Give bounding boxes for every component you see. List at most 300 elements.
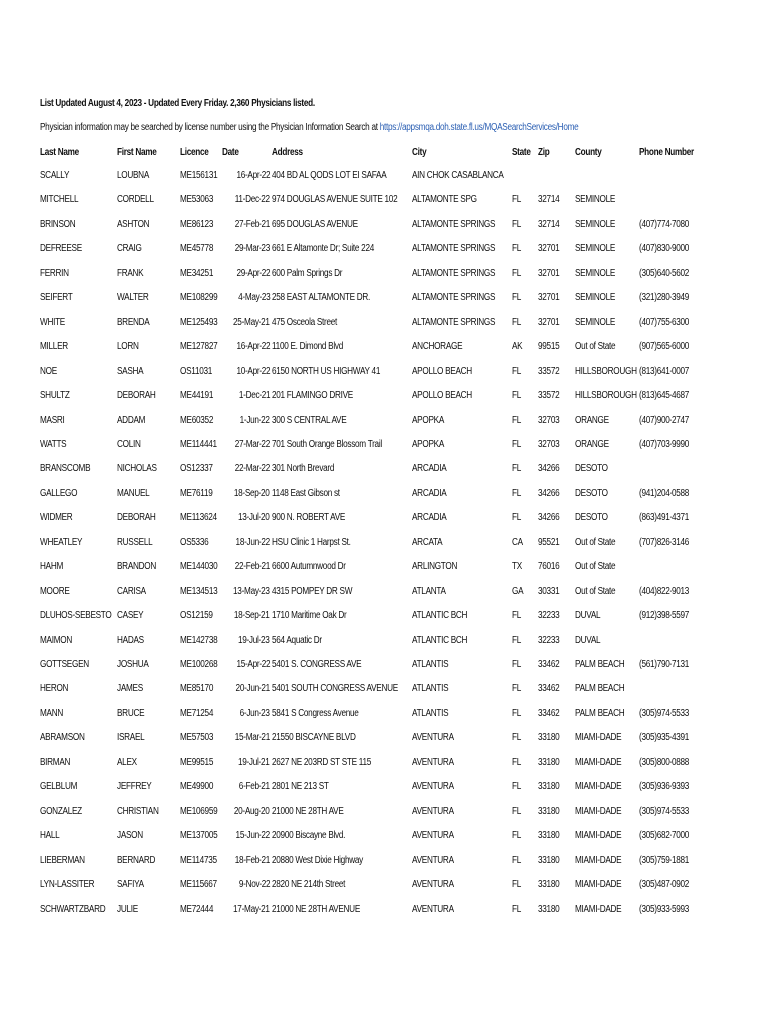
table-row <box>0 317 770 341</box>
cell-address: 201 FLAMINGO DRIVE <box>272 390 353 402</box>
cell-date: 22-Mar-22 <box>234 463 270 475</box>
cell-licence: ME53063 <box>180 194 214 206</box>
table-row <box>0 635 770 659</box>
cell-county: DESOTO <box>575 463 608 475</box>
cell-licence: ME142738 <box>180 634 218 646</box>
cell-address: 6150 NORTH US HIGHWAY 41 <box>272 365 381 377</box>
cell-date: 27-Mar-22 <box>234 438 270 450</box>
cell-zip: 33462 <box>538 659 560 670</box>
cell-address: 2627 NE 203RD ST STE 115 <box>272 756 372 768</box>
cell-city: APOPKA <box>412 438 445 450</box>
table-row <box>0 683 770 707</box>
cell-city: AVENTURA <box>412 756 454 768</box>
cell-zip: 95521 <box>538 536 560 548</box>
cell-first-name: CASEY <box>117 610 144 622</box>
cell-last-name: LIEBERMAN <box>40 854 85 866</box>
cell-date: 19-Jul-21 <box>238 756 270 768</box>
column-header-first-name: First Name <box>117 147 157 158</box>
cell-last-name: BIRMAN <box>40 756 71 768</box>
cell-date: 18-Feb-21 <box>234 854 270 866</box>
cell-phone: (305)682-7000 <box>639 830 690 842</box>
cell-first-name: WALTER <box>117 292 149 304</box>
cell-zip: 32233 <box>538 634 560 646</box>
cell-address: 404 BD AL QODS LOT EI SAFAA <box>272 170 387 181</box>
cell-first-name: FRANK <box>117 267 144 279</box>
table-row <box>0 708 770 732</box>
cell-county: PALM BEACH <box>575 707 625 719</box>
cell-date: 20-Jun-21 <box>235 683 270 695</box>
cell-zip: 32714 <box>538 218 560 230</box>
table-row <box>0 732 770 756</box>
cell-zip: 33462 <box>538 683 560 695</box>
cell-first-name: JEFFREY <box>117 781 152 793</box>
cell-state: FL <box>512 732 522 744</box>
cell-phone: (863)491-4371 <box>639 512 690 524</box>
cell-address: 695 DOUGLAS AVENUE <box>272 218 358 230</box>
table-row <box>0 659 770 683</box>
cell-licence: ME44191 <box>180 390 214 402</box>
cell-city: AVENTURA <box>412 830 454 842</box>
cell-first-name: CHRISTIAN <box>117 805 159 817</box>
cell-zip: 33462 <box>538 707 560 719</box>
cell-zip: 33180 <box>538 756 560 768</box>
cell-city: ALTAMONTE SPRINGS <box>412 243 496 255</box>
cell-city: ALTAMONTE SPRINGS <box>412 292 496 304</box>
cell-last-name: MILLER <box>40 341 68 353</box>
cell-licence: ME34251 <box>180 267 214 279</box>
cell-licence: ME127827 <box>180 341 218 353</box>
cell-last-name: GALLEGO <box>40 487 78 499</box>
cell-zip: 32703 <box>538 414 560 426</box>
table-row <box>0 292 770 316</box>
cell-phone: (813)641-0007 <box>639 365 690 377</box>
cell-zip: 32701 <box>538 316 560 328</box>
cell-first-name: HADAS <box>117 634 144 646</box>
cell-date: 19-Jul-23 <box>238 634 270 646</box>
table-row <box>0 610 770 634</box>
cell-first-name: JOSHUA <box>117 659 149 670</box>
cell-first-name: CRAIG <box>117 243 142 255</box>
table-row <box>0 194 770 218</box>
cell-first-name: LORN <box>117 341 139 353</box>
table-row <box>0 830 770 854</box>
cell-last-name: BRINSON <box>40 218 76 230</box>
cell-phone: (813)645-4687 <box>639 390 690 402</box>
cell-licence: OS12337 <box>180 463 213 475</box>
cell-first-name: ALEX <box>117 756 137 768</box>
cell-last-name: MASRI <box>40 414 65 426</box>
cell-state: FL <box>512 805 522 817</box>
cell-date: 10-Apr-22 <box>236 365 270 377</box>
cell-city: ALTAMONTE SPRINGS <box>412 218 496 230</box>
cell-county: DUVAL <box>575 610 601 622</box>
cell-date: 15-Apr-22 <box>236 659 270 670</box>
cell-zip: 34266 <box>538 463 560 475</box>
cell-date: 18-Sep-20 <box>234 487 270 499</box>
cell-address: 5401 SOUTH CONGRESS AVENUE <box>272 683 398 695</box>
cell-city: ATLANTIC BCH <box>412 610 468 622</box>
cell-state: FL <box>512 487 522 499</box>
column-header-phone: Phone Number <box>639 147 694 158</box>
cell-last-name: WHITE <box>40 316 65 328</box>
cell-address: 301 North Brevard <box>272 463 335 475</box>
cell-county: SEMINOLE <box>575 218 616 230</box>
cell-city: ALTAMONTE SPG <box>412 194 477 206</box>
cell-county: SEMINOLE <box>575 292 616 304</box>
cell-address: 701 South Orange Blossom Trail <box>272 438 382 450</box>
cell-address: 5401 S. CONGRESS AVE <box>272 659 362 670</box>
cell-county: DESOTO <box>575 487 608 499</box>
cell-last-name: LYN-LASSITER <box>40 879 95 891</box>
cell-first-name: SAFIYA <box>117 879 144 891</box>
cell-licence: ME76119 <box>180 487 213 499</box>
table-row <box>0 268 770 292</box>
cell-first-name: BERNARD <box>117 854 156 866</box>
cell-phone: (912)398-5597 <box>639 610 690 622</box>
cell-county: SEMINOLE <box>575 316 616 328</box>
cell-address: 1148 East Gibson st <box>272 487 340 499</box>
table-row <box>0 879 770 903</box>
cell-phone: (561)790-7131 <box>639 659 690 670</box>
cell-phone: (305)640-5602 <box>639 267 690 279</box>
cell-city: ATLANTIS <box>412 659 449 670</box>
cell-county: MIAMI-DADE <box>575 903 622 915</box>
cell-first-name: DEBORAH <box>117 390 156 402</box>
cell-phone: (707)826-3146 <box>639 536 690 548</box>
table-row <box>0 243 770 267</box>
cell-county: ORANGE <box>575 414 609 426</box>
cell-date: 18-Jun-22 <box>235 536 270 548</box>
cell-zip: 33180 <box>538 903 560 915</box>
table-row <box>0 415 770 439</box>
cell-first-name: JASON <box>117 830 143 842</box>
cell-last-name: ABRAMSON <box>40 732 85 744</box>
cell-last-name: HAHM <box>40 561 63 573</box>
cell-county: DUVAL <box>575 634 601 646</box>
table-row <box>0 561 770 585</box>
cell-phone: (907)565-6000 <box>639 341 690 353</box>
cell-last-name: WIDMER <box>40 512 73 524</box>
column-header-licence: Licence <box>180 147 209 158</box>
cell-state: GA <box>512 585 524 597</box>
cell-zip: 32701 <box>538 243 560 255</box>
cell-licence: ME72444 <box>180 903 214 915</box>
cell-date: 15-Mar-21 <box>234 732 270 744</box>
cell-address: 974 DOUGLAS AVENUE SUITE 102 <box>272 194 398 206</box>
cell-date: 11-Dec-22 <box>234 194 270 206</box>
cell-licence: ME108299 <box>180 292 218 304</box>
search-info-text: Physician information may be searched by license number using the Physician Information Search at <box>40 122 380 133</box>
cell-city: AVENTURA <box>412 903 454 915</box>
cell-state: FL <box>512 414 522 426</box>
cell-phone: (305)800-0888 <box>639 756 690 768</box>
cell-county: PALM BEACH <box>575 683 625 695</box>
cell-licence: ME156131 <box>180 170 218 181</box>
cell-state: FL <box>512 610 522 622</box>
column-header-state: State <box>512 147 531 158</box>
cell-address: 2820 NE 214th Street <box>272 879 346 891</box>
cell-first-name: CARISA <box>117 585 146 597</box>
cell-county: Out of State <box>575 341 616 353</box>
cell-first-name: BRENDA <box>117 316 150 328</box>
cell-city: ALTAMONTE SPRINGS <box>412 316 496 328</box>
cell-first-name: CORDELL <box>117 194 154 206</box>
cell-phone: (407)774-7080 <box>639 218 690 230</box>
cell-first-name: ASHTON <box>117 218 150 230</box>
cell-phone: (407)755-6300 <box>639 316 690 328</box>
cell-date: 18-Sep-21 <box>234 610 270 622</box>
cell-city: ARCATA <box>412 536 443 548</box>
table-row <box>0 537 770 561</box>
cell-date: 13-May-23 <box>233 585 270 597</box>
cell-licence: OS12159 <box>180 610 213 622</box>
cell-city: ARCADIA <box>412 487 447 499</box>
cell-last-name: MAIMON <box>40 634 72 646</box>
cell-last-name: WHEATLEY <box>40 536 83 548</box>
cell-licence: ME106959 <box>180 805 218 817</box>
cell-city: AVENTURA <box>412 854 454 866</box>
cell-date: 13-Jul-20 <box>238 512 270 524</box>
table-row <box>0 439 770 463</box>
cell-state: FL <box>512 659 522 670</box>
cell-address: 900 N. ROBERT AVE <box>272 512 346 524</box>
cell-date: 6-Feb-21 <box>239 781 270 793</box>
cell-city: ARCADIA <box>412 512 447 524</box>
cell-date: 27-Feb-21 <box>234 218 270 230</box>
search-info-link[interactable]: https://appsmqa.doh.state.fl.us/MQASearchServices/Home <box>379 122 579 133</box>
cell-date: 1-Dec-21 <box>238 390 270 402</box>
cell-first-name: BRUCE <box>117 707 145 719</box>
cell-zip: 33572 <box>538 390 560 402</box>
cell-zip: 34266 <box>538 487 560 499</box>
cell-phone: (407)703-9990 <box>639 438 690 450</box>
table-row <box>0 781 770 805</box>
cell-last-name: BRANSCOMB <box>40 463 91 475</box>
cell-state: FL <box>512 756 522 768</box>
cell-licence: ME115667 <box>180 879 217 891</box>
cell-last-name: MOORE <box>40 585 70 597</box>
cell-licence: ME71254 <box>180 707 214 719</box>
cell-last-name: WATTS <box>40 438 67 450</box>
cell-county: MIAMI-DADE <box>575 830 622 842</box>
cell-state: FL <box>512 854 522 866</box>
cell-zip: 33180 <box>538 854 560 866</box>
cell-state: FL <box>512 292 522 304</box>
cell-city: APOLLO BEACH <box>412 390 472 402</box>
cell-zip: 32701 <box>538 267 560 279</box>
cell-state: FL <box>512 903 522 915</box>
cell-licence: ME57503 <box>180 732 214 744</box>
cell-city: APOPKA <box>412 414 445 426</box>
cell-address: 2801 NE 213 ST <box>272 781 329 793</box>
column-header-county: County <box>575 147 602 158</box>
cell-date: 1-Jun-22 <box>239 414 270 426</box>
cell-address: 20880 West Dixie Highway <box>272 854 363 866</box>
cell-zip: 33180 <box>538 805 560 817</box>
cell-date: 22-Feb-21 <box>234 561 270 573</box>
table-row <box>0 904 770 928</box>
cell-zip: 76016 <box>538 561 560 573</box>
cell-address: 1710 Maritime Oak Dr <box>272 610 347 622</box>
cell-state: FL <box>512 267 522 279</box>
cell-county: MIAMI-DADE <box>575 805 622 817</box>
cell-state: TX <box>512 561 522 573</box>
cell-address: 6600 Autumnwood Dr <box>272 561 346 573</box>
cell-county: MIAMI-DADE <box>575 781 622 793</box>
cell-date: 20-Aug-20 <box>234 805 270 817</box>
cell-phone: (305)936-9393 <box>639 781 690 793</box>
cell-date: 4-May-23 <box>237 292 270 304</box>
cell-first-name: JULIE <box>117 903 138 915</box>
cell-first-name: ISRAEL <box>117 732 145 744</box>
cell-city: ARLINGTON <box>412 561 458 573</box>
table-row <box>0 512 770 536</box>
cell-address: 1100 E. Dimond Blvd <box>272 341 343 353</box>
cell-licence: ME100268 <box>180 659 218 670</box>
cell-last-name: GOTTSEGEN <box>40 659 89 670</box>
table-row <box>0 488 770 512</box>
cell-first-name: LOUBNA <box>117 170 150 181</box>
cell-phone: (407)900-2747 <box>639 414 690 426</box>
cell-date: 16-Apr-22 <box>236 170 270 181</box>
column-header-zip: Zip <box>538 147 550 158</box>
cell-state: FL <box>512 243 522 255</box>
cell-state: AK <box>512 341 523 353</box>
cell-licence: OS5336 <box>180 536 209 548</box>
cell-address: 21550 BISCAYNE BLVD <box>272 732 356 744</box>
cell-first-name: RUSSELL <box>117 536 153 548</box>
cell-address: 5841 S Congress Avenue <box>272 707 359 719</box>
cell-phone: (305)487-0902 <box>639 879 690 891</box>
cell-first-name: MANUEL <box>117 487 150 499</box>
cell-phone: (941)204-0588 <box>639 487 690 499</box>
table-row <box>0 855 770 879</box>
cell-licence: ME114441 <box>180 438 217 450</box>
cell-state: FL <box>512 683 522 695</box>
cell-zip: 33180 <box>538 781 560 793</box>
cell-licence: ME114735 <box>180 854 217 866</box>
cell-phone: (305)974-5533 <box>639 805 690 817</box>
cell-city: AVENTURA <box>412 732 454 744</box>
cell-last-name: SCALLY <box>40 170 70 181</box>
cell-county: Out of State <box>575 561 616 573</box>
cell-state: FL <box>512 390 522 402</box>
cell-county: Out of State <box>575 585 616 597</box>
cell-zip: 33180 <box>538 732 560 744</box>
cell-zip: 30331 <box>538 585 560 597</box>
column-header-date: Date <box>222 147 239 158</box>
cell-last-name: SCHWARTZBARD <box>40 903 106 915</box>
cell-date: 17-May-21 <box>233 903 270 915</box>
table-row <box>0 341 770 365</box>
cell-zip: 34266 <box>538 512 560 524</box>
column-header-city: City <box>412 147 427 158</box>
cell-date: 29-Mar-23 <box>234 243 270 255</box>
cell-state: FL <box>512 634 522 646</box>
cell-licence: ME113624 <box>180 512 217 524</box>
cell-county: MIAMI-DADE <box>575 756 622 768</box>
cell-county: HILLSBOROUGH <box>575 365 637 377</box>
cell-phone: (305)974-5533 <box>639 707 690 719</box>
cell-city: APOLLO BEACH <box>412 365 472 377</box>
cell-phone: (305)759-1881 <box>639 854 690 866</box>
cell-zip: 33572 <box>538 365 560 377</box>
cell-last-name: HERON <box>40 683 69 695</box>
cell-date: 29-Apr-22 <box>236 267 270 279</box>
cell-zip: 33180 <box>538 830 560 842</box>
cell-county: DESOTO <box>575 512 608 524</box>
table-row <box>0 390 770 414</box>
cell-last-name: GONZALEZ <box>40 805 82 817</box>
column-header-last-name: Last Name <box>40 147 79 158</box>
cell-city: AVENTURA <box>412 879 454 891</box>
cell-county: Out of State <box>575 536 616 548</box>
cell-phone: (407)830-9000 <box>639 243 690 255</box>
cell-licence: ME49900 <box>180 781 214 793</box>
cell-zip: 32233 <box>538 610 560 622</box>
cell-county: HILLSBOROUGH <box>575 390 637 402</box>
table-row <box>0 219 770 243</box>
cell-first-name: JAMES <box>117 683 143 695</box>
cell-city: ATLANTIC BCH <box>412 634 468 646</box>
cell-phone: (321)280-3949 <box>639 292 690 304</box>
cell-address: 475 Osceola Street <box>272 316 338 328</box>
cell-last-name: MITCHELL <box>40 194 79 206</box>
cell-licence: ME60352 <box>180 414 214 426</box>
cell-city: ATLANTIS <box>412 707 449 719</box>
cell-state: FL <box>512 879 522 891</box>
cell-last-name: MANN <box>40 707 63 719</box>
cell-county: MIAMI-DADE <box>575 879 622 891</box>
cell-first-name: BRANDON <box>117 561 157 573</box>
cell-first-name: ADDAM <box>117 414 146 426</box>
cell-last-name: SEIFERT <box>40 292 73 304</box>
cell-date: 25-May-21 <box>233 316 270 328</box>
search-info-line <box>40 122 578 133</box>
cell-state: FL <box>512 194 522 206</box>
cell-city: ALTAMONTE SPRINGS <box>412 267 496 279</box>
cell-state: FL <box>512 830 522 842</box>
table-row <box>0 463 770 487</box>
cell-first-name: DEBORAH <box>117 512 156 524</box>
cell-zip: 32703 <box>538 438 560 450</box>
cell-licence: ME125493 <box>180 316 218 328</box>
cell-state: FL <box>512 463 522 475</box>
cell-address: 600 Palm Springs Dr <box>272 267 343 279</box>
cell-first-name: COLIN <box>117 438 141 450</box>
cell-licence: ME85170 <box>180 683 214 695</box>
cell-last-name: SHULTZ <box>40 390 70 402</box>
cell-county: ORANGE <box>575 438 609 450</box>
cell-first-name: NICHOLAS <box>117 463 157 475</box>
cell-city: ATLANTA <box>412 585 446 597</box>
cell-licence: OS11031 <box>180 365 213 377</box>
cell-state: FL <box>512 218 522 230</box>
cell-last-name: FERRIN <box>40 267 69 279</box>
cell-state: FL <box>512 316 522 328</box>
cell-state: FL <box>512 512 522 524</box>
cell-phone: (404)822-9013 <box>639 585 690 597</box>
cell-city: AIN CHOK CASABLANCA <box>412 170 504 181</box>
cell-licence: ME137005 <box>180 830 218 842</box>
cell-date: 16-Apr-22 <box>236 341 270 353</box>
cell-county: SEMINOLE <box>575 267 616 279</box>
cell-last-name: DLUHOS-SEBESTO <box>40 610 112 622</box>
cell-county: MIAMI-DADE <box>575 732 622 744</box>
cell-state: FL <box>512 438 522 450</box>
cell-licence: ME99515 <box>180 756 214 768</box>
cell-licence: ME86123 <box>180 218 214 230</box>
